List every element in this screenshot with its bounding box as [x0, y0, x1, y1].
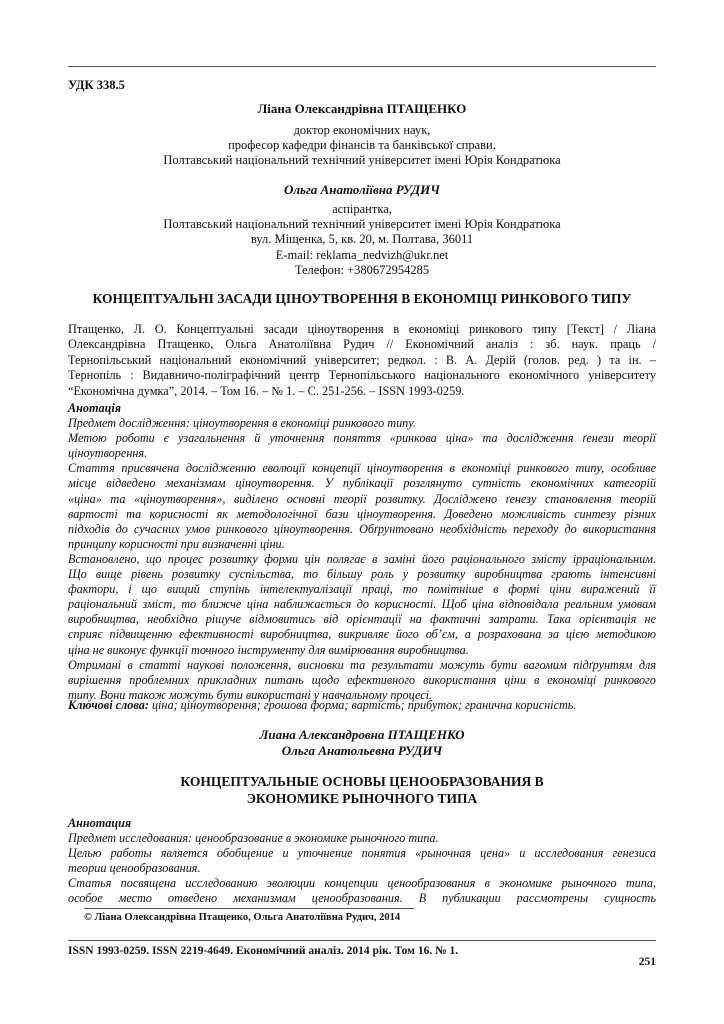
abstract-line: фактори, і що вищий ступінь інтелектуалізації праці, то помітніше в формі ціни виражений її [68, 582, 656, 597]
keywords-list: ціна; ціноутворення; грошова форма; вартість; прибуток; гранична корисність. [148, 698, 577, 712]
affiliation-line: аспірантка, [332, 202, 392, 216]
ru-title-line: ЭКОНОМИКЕ РЫНОЧНОГО ТИПА [246, 791, 478, 806]
ua-author1-affiliation [68, 123, 656, 169]
footer-rule [68, 940, 656, 941]
abstract-line: вартості та корисності як методологічної бази ціноутворення. Доведено можливість синтезу різних [68, 506, 656, 521]
citation-line: Олександрівна Птащенко, Ольга Анатоліївна Рудич // Економічний аналіз : зб. наук. праць / [68, 337, 656, 352]
abstract-line: Встановлено, що процес розвитку форми цін полягає в заміні його раціонального змісту ірраціональним. [68, 551, 656, 566]
abstract-line: Предмет дослідження: ціноутворення в економіці ринкового типу. [68, 416, 416, 431]
citation-line: “Економічна думка”, 2014. – Том 16. – № 1. – С. 251-256. – ISSN 1993-0259. [68, 383, 465, 398]
ru-author2-name: Ольга Анатольевна РУДИЧ [281, 743, 443, 758]
abstract-line: ціноутворення. [68, 446, 148, 461]
ua-article-title: КОНЦЕПТУАЛЬНІ ЗАСАДИ ЦІНОУТВОРЕННЯ В ЕКОНОМІЦІ РИНКОВОГО ТИПУ [92, 291, 632, 306]
ua-keywords [68, 698, 656, 713]
phone-line: Телефон: +380672954285 [294, 262, 430, 277]
header-rule [68, 66, 656, 67]
keywords-label: Ключові слова: [68, 698, 149, 712]
abstract-line: Предмет исследования: ценообразование в экономике рыночного типа. [68, 831, 439, 846]
ru-author1-name: Лиана Александровна ПТАЩЕНКО [259, 727, 465, 742]
abstract-line: вирішення проблемних прикладних питань щодо ефективного використання ціни в економіці ринкового [68, 672, 656, 687]
abstract-line: Отримані в статті наукові положення, висновки та результати можуть бути вагомим підґрунтям для [68, 657, 656, 672]
abstract-line: виробництва, необхідно рішуче відмовитись від орієнтації на фактичні затрати. Така орієнтація не [68, 612, 656, 627]
abstract-line: Целью работы является обобщение и уточнение понятия «рыночная цена» и исследования генезиса [68, 846, 656, 861]
abstract-line: «ціна» та «ціноутворення», виділено основні теорії розвитку. Досліджено ґенезу становлення теорій [68, 491, 656, 506]
journal-footer: ISSN 1993-0259. ISSN 2219-4649. Економічний аналіз. 2014 рік. Том 16. № 1. [68, 945, 459, 957]
abstract-line: раціональний зміст, то ближче ціна наближається до корисності. Щоб ціна відповідала реальним умовам [68, 597, 656, 612]
affiliation-line: Полтавський національний технічний університет імені Юрія Кондратюка [163, 217, 561, 232]
ua-abstract-heading: Анотація [68, 401, 122, 415]
email-line: E-mail: reklama_nedvizh@ukr.net [275, 247, 449, 262]
copyright-note: © Ліана Олександрівна Птащенко, Ольга Анатоліївна Рудич, 2014 [84, 912, 401, 923]
ru-abstract [68, 816, 656, 907]
abstract-line: сприяє підвищенню ефективності виробництва, викривляє його об’єм, а розрахована за цією методикою [68, 627, 656, 642]
abstract-line: підходів до сучасних умов ринкового ціноутворення. Обґрунтовано необхідність переходу до використання [68, 521, 656, 536]
citation-line: Тернопіль : Видавничо-поліграфічний центр Тернопільського національного економічного університету [68, 368, 656, 383]
abstract-line: принципу корисності при визначенні ціни. [68, 536, 285, 551]
abstract-line: особое место отведено механизмам ценообразования. В публикации рассмотрены сущность [68, 891, 656, 906]
footnote-rule [84, 908, 414, 909]
affiliation-line: професор кафедри фінансів та банківської справи, [228, 138, 496, 153]
abstract-line: ціна не виконує функції точного інструменту для вимірювання виробництва. [68, 642, 469, 657]
abstract-line: типу. Вони також можуть бути використані у навчальному процесі. [68, 687, 433, 702]
abstract-line: Що вище рівень розвитку суспільства, то більшу роль у розвитку виробництва грають інтенсивні [68, 567, 656, 582]
udk-code: УДК 338.5 [68, 78, 125, 92]
ua-author1-name: Ліана Олександрівна ПТАЩЕНКО [257, 101, 467, 116]
abstract-line: Метою роботи є узагальнення й уточнення поняття «ринкова ціна» та дослідження ґенези теорії [68, 431, 656, 446]
affiliation-line: Полтавський національний технічний університет імені Юрія Кондратюка [163, 153, 561, 168]
abstract-line: місце відведено механізмам ціноутворення. У публікації розглянуто сутність економічних категорій [68, 476, 656, 491]
affiliation-line: вул. Міщенка, 5, кв. 20, м. Полтава, 36011 [250, 232, 474, 247]
citation-line: Птащенко, Л. О. Концептуальні засади ціноутворення в економіці ринкового типу [Текст] / Ліана [68, 322, 656, 336]
affiliation-line: доктор економічних наук, [293, 123, 431, 137]
ua-author2-name: Ольга Анатоліївна РУДИЧ [284, 182, 440, 197]
ru-title-line: КОНЦЕПТУАЛЬНЫЕ ОСНОВЫ ЦЕНООБРАЗОВАНИЯ В [180, 774, 544, 789]
ru-article-title [68, 773, 656, 807]
page-number: 251 [638, 956, 656, 968]
abstract-line: теории ценообразования. [68, 861, 201, 876]
ua-abstract [68, 401, 656, 703]
citation-line: Тернопільський національний економічний університет; редкол. : В. А. Дерій (голов. ред. ) та ін. – [68, 352, 656, 367]
citation-block [68, 322, 656, 399]
ru-abstract-heading: Аннотация [68, 816, 132, 830]
abstract-line: Стаття присвячена дослідженню еволюції концепції ціноутворення в економіці ринкового типу, особливе [68, 461, 656, 476]
ru-abstract-body [68, 831, 656, 906]
abstract-line: Статья посвящена исследованию эволюции концепции ценообразования в экономике рыночного типа, [68, 876, 656, 891]
ua-abstract-body [68, 416, 656, 703]
ua-author2-affiliation [68, 202, 656, 278]
